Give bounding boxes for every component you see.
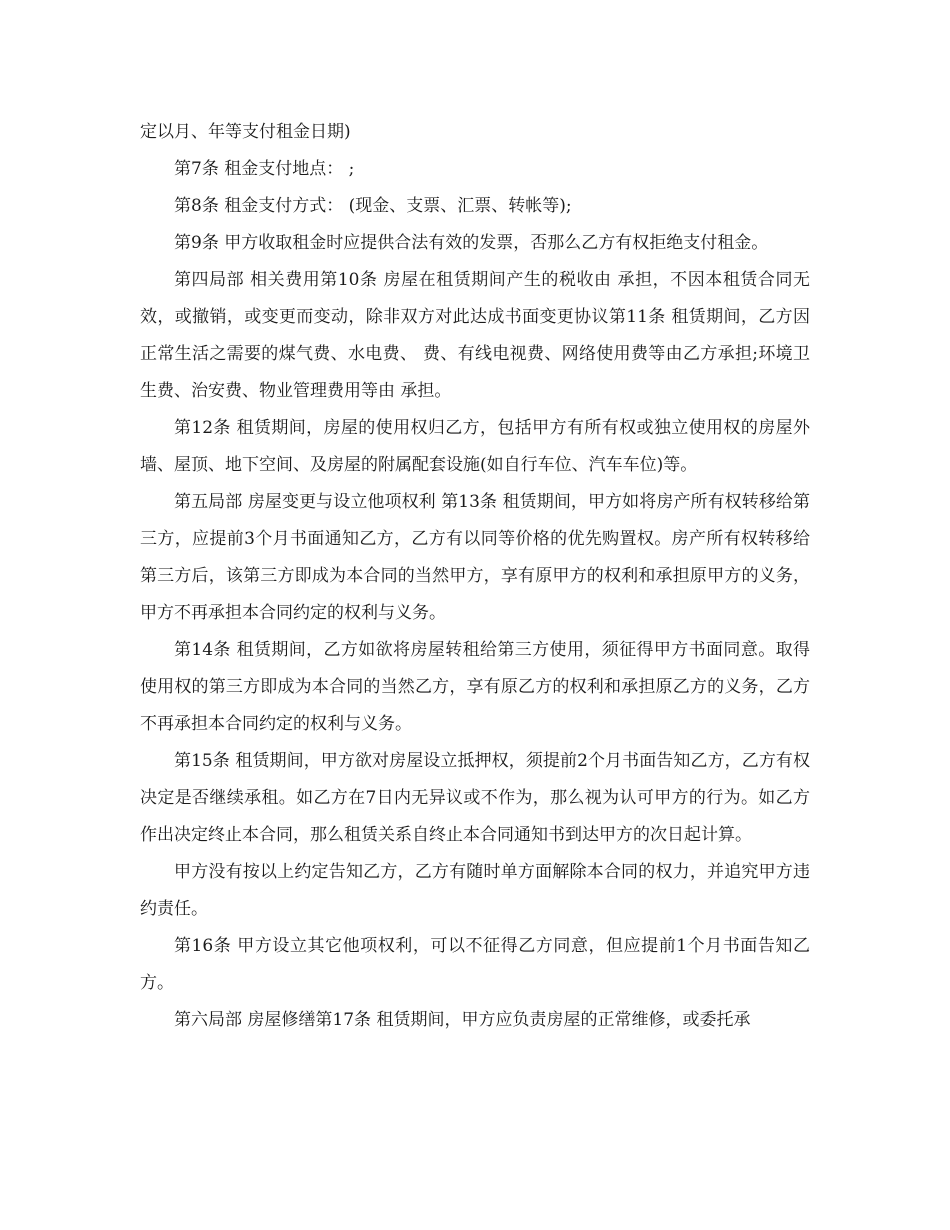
document-body — [140, 114, 810, 1039]
paragraph-article-8: 第8条 租金支付方式： (现金、支票、汇票、转帐等); — [174, 196, 572, 216]
paragraph-article-15: 第15条 租赁期间，甲方欲对房屋设立抵押权，须提前2个月书面告知乙方，乙方有权决定是否继续承租。如乙方在7日内无异议或不作为，那么视为认可甲方的行为。如乙方作出决定终止本合同，那么租赁关系自终止本合同通知书到达甲方的次日起计算。 — [140, 751, 810, 845]
paragraph-rent-date-continuation: 定以月、年等支付租金日期) — [140, 122, 351, 142]
paragraph-part-6-article-17: 第六局部 房屋修缮第17条 租赁期间，甲方应负责房屋的正常维修，或委托承 — [174, 1010, 751, 1030]
paragraph-article-14: 第14条 租赁期间，乙方如欲将房屋转租给第三方使用，须征得甲方书面同意。取得使用权的第三方即成为本合同的当然乙方，享有原乙方的权利和承担原乙方的义务，乙方不再承担本合同约定的权利与义务。 — [140, 640, 810, 734]
paragraph-article-9: 第9条 甲方收取租金时应提供合法有效的发票，否那么乙方有权拒绝支付租金。 — [174, 233, 769, 253]
paragraph-part-4-articles-10-11: 第四局部 相关费用第10条 房屋在租赁期间产生的税收由 承担，不因本租赁合同无效，或撤销，或变更而变动，除非双方对此达成书面变更协议第11条 租赁期间，乙方因正常生活之需要的煤气费、水电费、 费、有线电视费、网络使用费等由乙方承担;环境卫生费、治安费、物业管理费用等由 承担。 — [140, 270, 810, 401]
paragraph-article-12: 第12条 租赁期间，房屋的使用权归乙方，包括甲方有所有权或独立使用权的房屋外墙、屋顶、地下空间、及房屋的附属配套设施(如自行车位、汽车车位)等。 — [140, 418, 810, 475]
paragraph-part-5-article-13: 第五局部 房屋变更与设立他项权利 第13条 租赁期间，甲方如将房产所有权转移给第三方，应提前3个月书面通知乙方，乙方有以同等价格的优先购置权。房产所有权转移给第三方后，该第三方即成为本合同的当然甲方，享有原甲方的权利和承担原甲方的义务，甲方不再承担本合同约定的权利与义务。 — [140, 492, 810, 623]
paragraph-notice-liability: 甲方没有按以上约定告知乙方，乙方有随时单方面解除本合同的权力，并追究甲方违约责任。 — [140, 862, 810, 919]
paragraph-article-7: 第7条 租金支付地点： ; — [174, 159, 355, 179]
paragraph-article-16: 第16条 甲方设立其它他项权利，可以不征得乙方同意，但应提前1个月书面告知乙方。 — [140, 936, 810, 993]
